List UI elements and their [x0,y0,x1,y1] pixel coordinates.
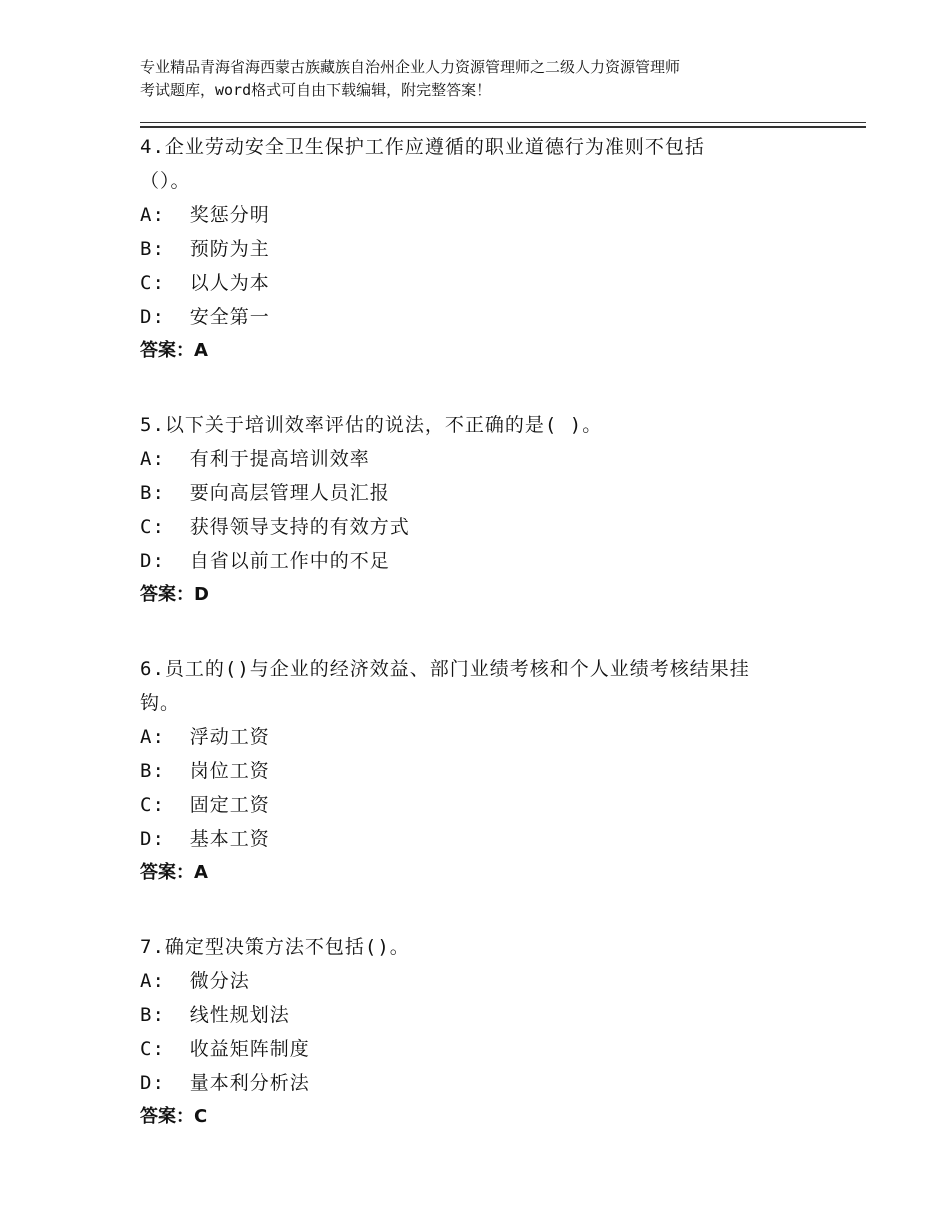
document-header [140,56,840,102]
question-5 [140,408,840,612]
option-c: C: 收益矩阵制度 [140,1038,310,1060]
answer-label: 答案：A [140,862,208,883]
option-b: B: 岗位工资 [140,760,270,782]
question-stem-line: 6.员工的()与企业的经济效益、部门业绩考核和个人业绩考核结果挂 [140,658,750,680]
question-stem-line: 7.确定型决策方法不包括()。 [140,936,410,958]
question-stem-line: 5.以下关于培训效率评估的说法，不正确的是( )。 [140,414,603,436]
header-divider-thick [140,126,866,128]
question-6 [140,652,840,890]
option-d: D: 基本工资 [140,828,270,850]
option-b: B: 预防为主 [140,238,270,260]
option-c: C: 获得领导支持的有效方式 [140,516,410,538]
option-a: A: 有利于提高培训效率 [140,448,370,470]
answer-label: 答案：C [140,1106,208,1127]
option-b: B: 要向高层管理人员汇报 [140,482,390,504]
question-list [140,130,840,1174]
option-a: A: 浮动工资 [140,726,270,748]
question-stem-line: 钩。 [140,692,181,714]
question-7 [140,930,840,1134]
question-stem-line: （）。 [140,170,191,192]
question-4 [140,130,840,368]
answer-label: 答案：A [140,340,208,361]
answer-label: 答案：D [140,584,209,605]
option-d: D: 自省以前工作中的不足 [140,550,390,572]
option-b: B: 线性规划法 [140,1004,290,1026]
header-line-2: 考试题库，word格式可自由下载编辑，附完整答案！ [140,81,492,99]
option-d: D: 量本利分析法 [140,1072,310,1094]
option-c: C: 以人为本 [140,272,270,294]
option-c: C: 固定工资 [140,794,270,816]
header-line-1: 专业精品青海省海西蒙古族藏族自治州企业人力资源管理师之二级人力资源管理师 [140,58,681,76]
option-a: A: 微分法 [140,970,250,992]
option-d: D: 安全第一 [140,306,270,328]
question-stem-line: 4.企业劳动安全卫生保护工作应遵循的职业道德行为准则不包括 [140,136,705,158]
header-divider-thin [140,122,866,123]
option-a: A: 奖惩分明 [140,204,270,226]
